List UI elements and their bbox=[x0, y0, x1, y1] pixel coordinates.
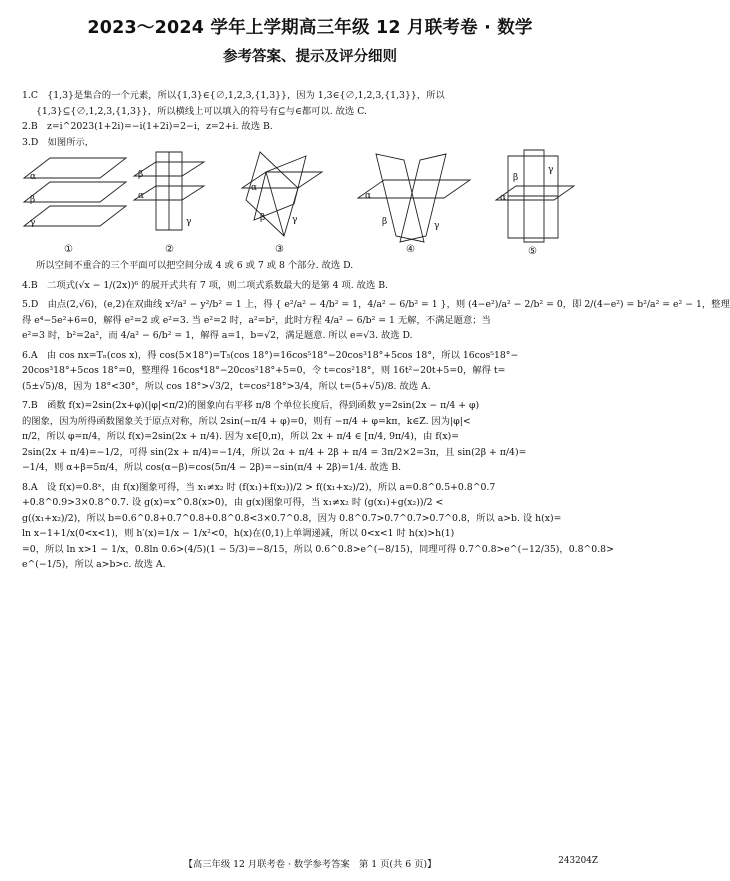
figure-label: ① bbox=[64, 244, 73, 255]
page-subtitle: 参考答案、提示及评分细则 bbox=[223, 49, 397, 65]
figure-1 bbox=[24, 158, 126, 255]
answer-line: −1/4，则 α+β=5π/4，所以 cos(α−β)=cos(5π/4 − 2β)=−sin(π/4 + 2β)=1/4. 故选 B. bbox=[22, 462, 402, 473]
plane-letter: β bbox=[513, 173, 519, 183]
page-footer bbox=[0, 856, 620, 870]
answer-line: 1.C {1,3}是集合的一个元素，所以{1,3}∈{∅,1,2,3,{1,3}}，因为 1,3∈{∅,1,2,3,{1,3}}，所以 bbox=[22, 90, 445, 101]
page-title: 2023～2024 学年上学期高三年级 12 月联考卷 · 数学 bbox=[87, 18, 533, 38]
plane-letter: β bbox=[30, 195, 36, 205]
answer-line: 2.B z=i^2023(1+2i)=−i(1+2i)=2−i，z=2+i. 故选 B. bbox=[22, 121, 273, 132]
plane-letter: β bbox=[138, 170, 144, 180]
answer-line: 所以空间不重合的三个平面可以把空间分成 4 或 6 或 7 或 8 个部分. 故选 D. bbox=[36, 260, 354, 271]
answer-line: 2sin(2x + π/4)=−1/2，可得 sin(2x + π/4)=−1/4，所以 2α + π/4 + 2β + π/4 = 3π/2×2=3π，且 sin(2β + π/4)= bbox=[22, 446, 527, 458]
answer-line: 得 e⁴−5e²+6=0，解得 e²=2 或 e²=3. 当 e²=2 时，a²=b²，此时方程 4/a² − 6/b² = 1 无解，不满足题意；当 bbox=[22, 314, 491, 326]
answer-line: (5±√5)/8，因为 18°<30°，所以 cos 18°>√3/2，t=cos²18°>3/4，所以 t=(5+√5)/8. 故选 A. bbox=[22, 380, 431, 392]
figure-3 bbox=[242, 152, 322, 255]
figure-2 bbox=[134, 152, 204, 255]
answer-line: 20cos³18°+5cos 18°=0，整理得 16cos⁴18°−20cos²18°+5=0，令 t=cos²18°，则 16t²−20t+5=0，解得 t= bbox=[22, 365, 506, 376]
plane-letter: α bbox=[138, 191, 145, 201]
answer-line: {1,3}⊆{∅,1,2,3,{1,3}}，所以横线上可以填入的符号有⊆与∈都可以. 故选 C. bbox=[36, 105, 367, 117]
plane-letter: γ bbox=[292, 215, 298, 225]
answer-line: 5.D 由点(2,√6)，(e,2)在双曲线 x²/a² − y²/b² = 1 上，得 { e²/a² − 4/b² = 1，4/a² − 6/b² = 1 }，则 (4−e²)/a² − 2/b² = 0，即 2/(4−e²) = b²/a² = e² − 1，整理 bbox=[22, 299, 730, 310]
document-code: 243204Z bbox=[558, 856, 598, 866]
answer-line: +0.8^0.9>3×0.8^0.7. 设 g(x)=x^0.8(x>0)，由 g(x)图象可得，当 x₁≠x₂ 时 (g(x₁)+g(x₂))/2 < bbox=[22, 497, 444, 508]
answer-line: 4.B 二项式(√x − 1/(2x))⁶ 的展开式共有 7 项，则二项式系数最大的是第 4 项. 故选 B. bbox=[22, 279, 388, 291]
answer-line: 7.B 函数 f(x)=2sin(2x+φ)(|φ|<π/2)的图象向右平移 π/8 个单位长度后，得到函数 y=2sin(2x − π/4 + φ) bbox=[22, 400, 480, 411]
plane-letter: γ bbox=[30, 218, 36, 228]
plane-letter: β bbox=[260, 213, 266, 223]
planes-figure bbox=[22, 150, 600, 258]
answer-line: 的图象，因为所得函数图象关于原点对称，所以 2sin(−π/4 + φ)=0，则有 −π/4 + φ=kπ，k∈Z. 因为|φ|< bbox=[22, 415, 471, 427]
figure-4 bbox=[358, 154, 470, 255]
figure-label: ③ bbox=[275, 244, 284, 255]
figure-label: ⑤ bbox=[528, 246, 537, 257]
plane-letter: α bbox=[30, 172, 37, 182]
answer-line: e^(−1/5)，所以 a>b>c. 故选 A. bbox=[22, 559, 166, 570]
answer-line: e²=3 时，b²=2a²，而 4/a² − 6/b² = 1，解得 a=1，b=√2，满足题意. 所以 e=√3. 故选 D. bbox=[22, 330, 413, 341]
planes-figure-row bbox=[22, 150, 600, 258]
plane-letter: β bbox=[382, 217, 388, 227]
plane-letter: α bbox=[365, 191, 372, 201]
plane-letter: α bbox=[500, 193, 507, 203]
figure-5 bbox=[496, 150, 574, 257]
plane-letter: γ bbox=[186, 217, 192, 227]
figure-label: ④ bbox=[406, 244, 415, 255]
answer-line: π/2，所以 φ=π/4，所以 f(x)=2sin(2x + π/4). 因为 x∈[0,π)，所以 2x + π/4 ∈ [π/4, 9π/4)，由 f(x)= bbox=[22, 431, 460, 442]
plane-letter: γ bbox=[434, 221, 440, 231]
answer-line: ln x−1+1/x(0<x<1)，则 h′(x)=1/x − 1/x²<0，h(x)在(0,1)上单调递减，所以 0<x<1 时 h(x)>h(1) bbox=[22, 528, 455, 539]
answers-body bbox=[22, 88, 730, 573]
plane-letter: γ bbox=[548, 165, 554, 175]
answer-line: g((x₁+x₂)/2)，所以 b=0.6^0.8+0.7^0.8+0.8^0.8<3×0.7^0.8，因为 0.8^0.7>0.7^0.7>0.7^0.8，所以 a>b. 设 h(x)= bbox=[22, 512, 562, 524]
figure-label: ② bbox=[165, 244, 174, 255]
footer-center-text: 【高三年级 12 月联考卷 · 数学参考答案 第 1 页(共 6 页)】 bbox=[183, 859, 437, 870]
answer-line: 6.A 由 cos nx=Tₙ(cos x)，得 cos(5×18°)=T₅(cos 18°)=16cos⁵18°−20cos³18°+5cos 18°，所以 16cos⁵18°− bbox=[22, 349, 519, 361]
answer-line: 3.D 如图所示， bbox=[22, 136, 95, 148]
answer-line: 8.A 设 f(x)=0.8ˣ，由 f(x)图象可得，当 x₁≠x₂ 时 (f(x₁)+f(x₂))/2 > f((x₁+x₂)/2)，所以 a=0.8^0.5+0.8^0.7 bbox=[22, 481, 496, 493]
plane-letter: α bbox=[251, 183, 258, 193]
answer-line: =0，所以 ln x>1 − 1/x，0.8ln 0.6>(4/5)(1 − 5/3)=−8/15，所以 0.6^0.8>e^(−8/15)，同理可得 0.7^0.8>e^(−12/35)，0.8^0.8> bbox=[22, 543, 614, 555]
